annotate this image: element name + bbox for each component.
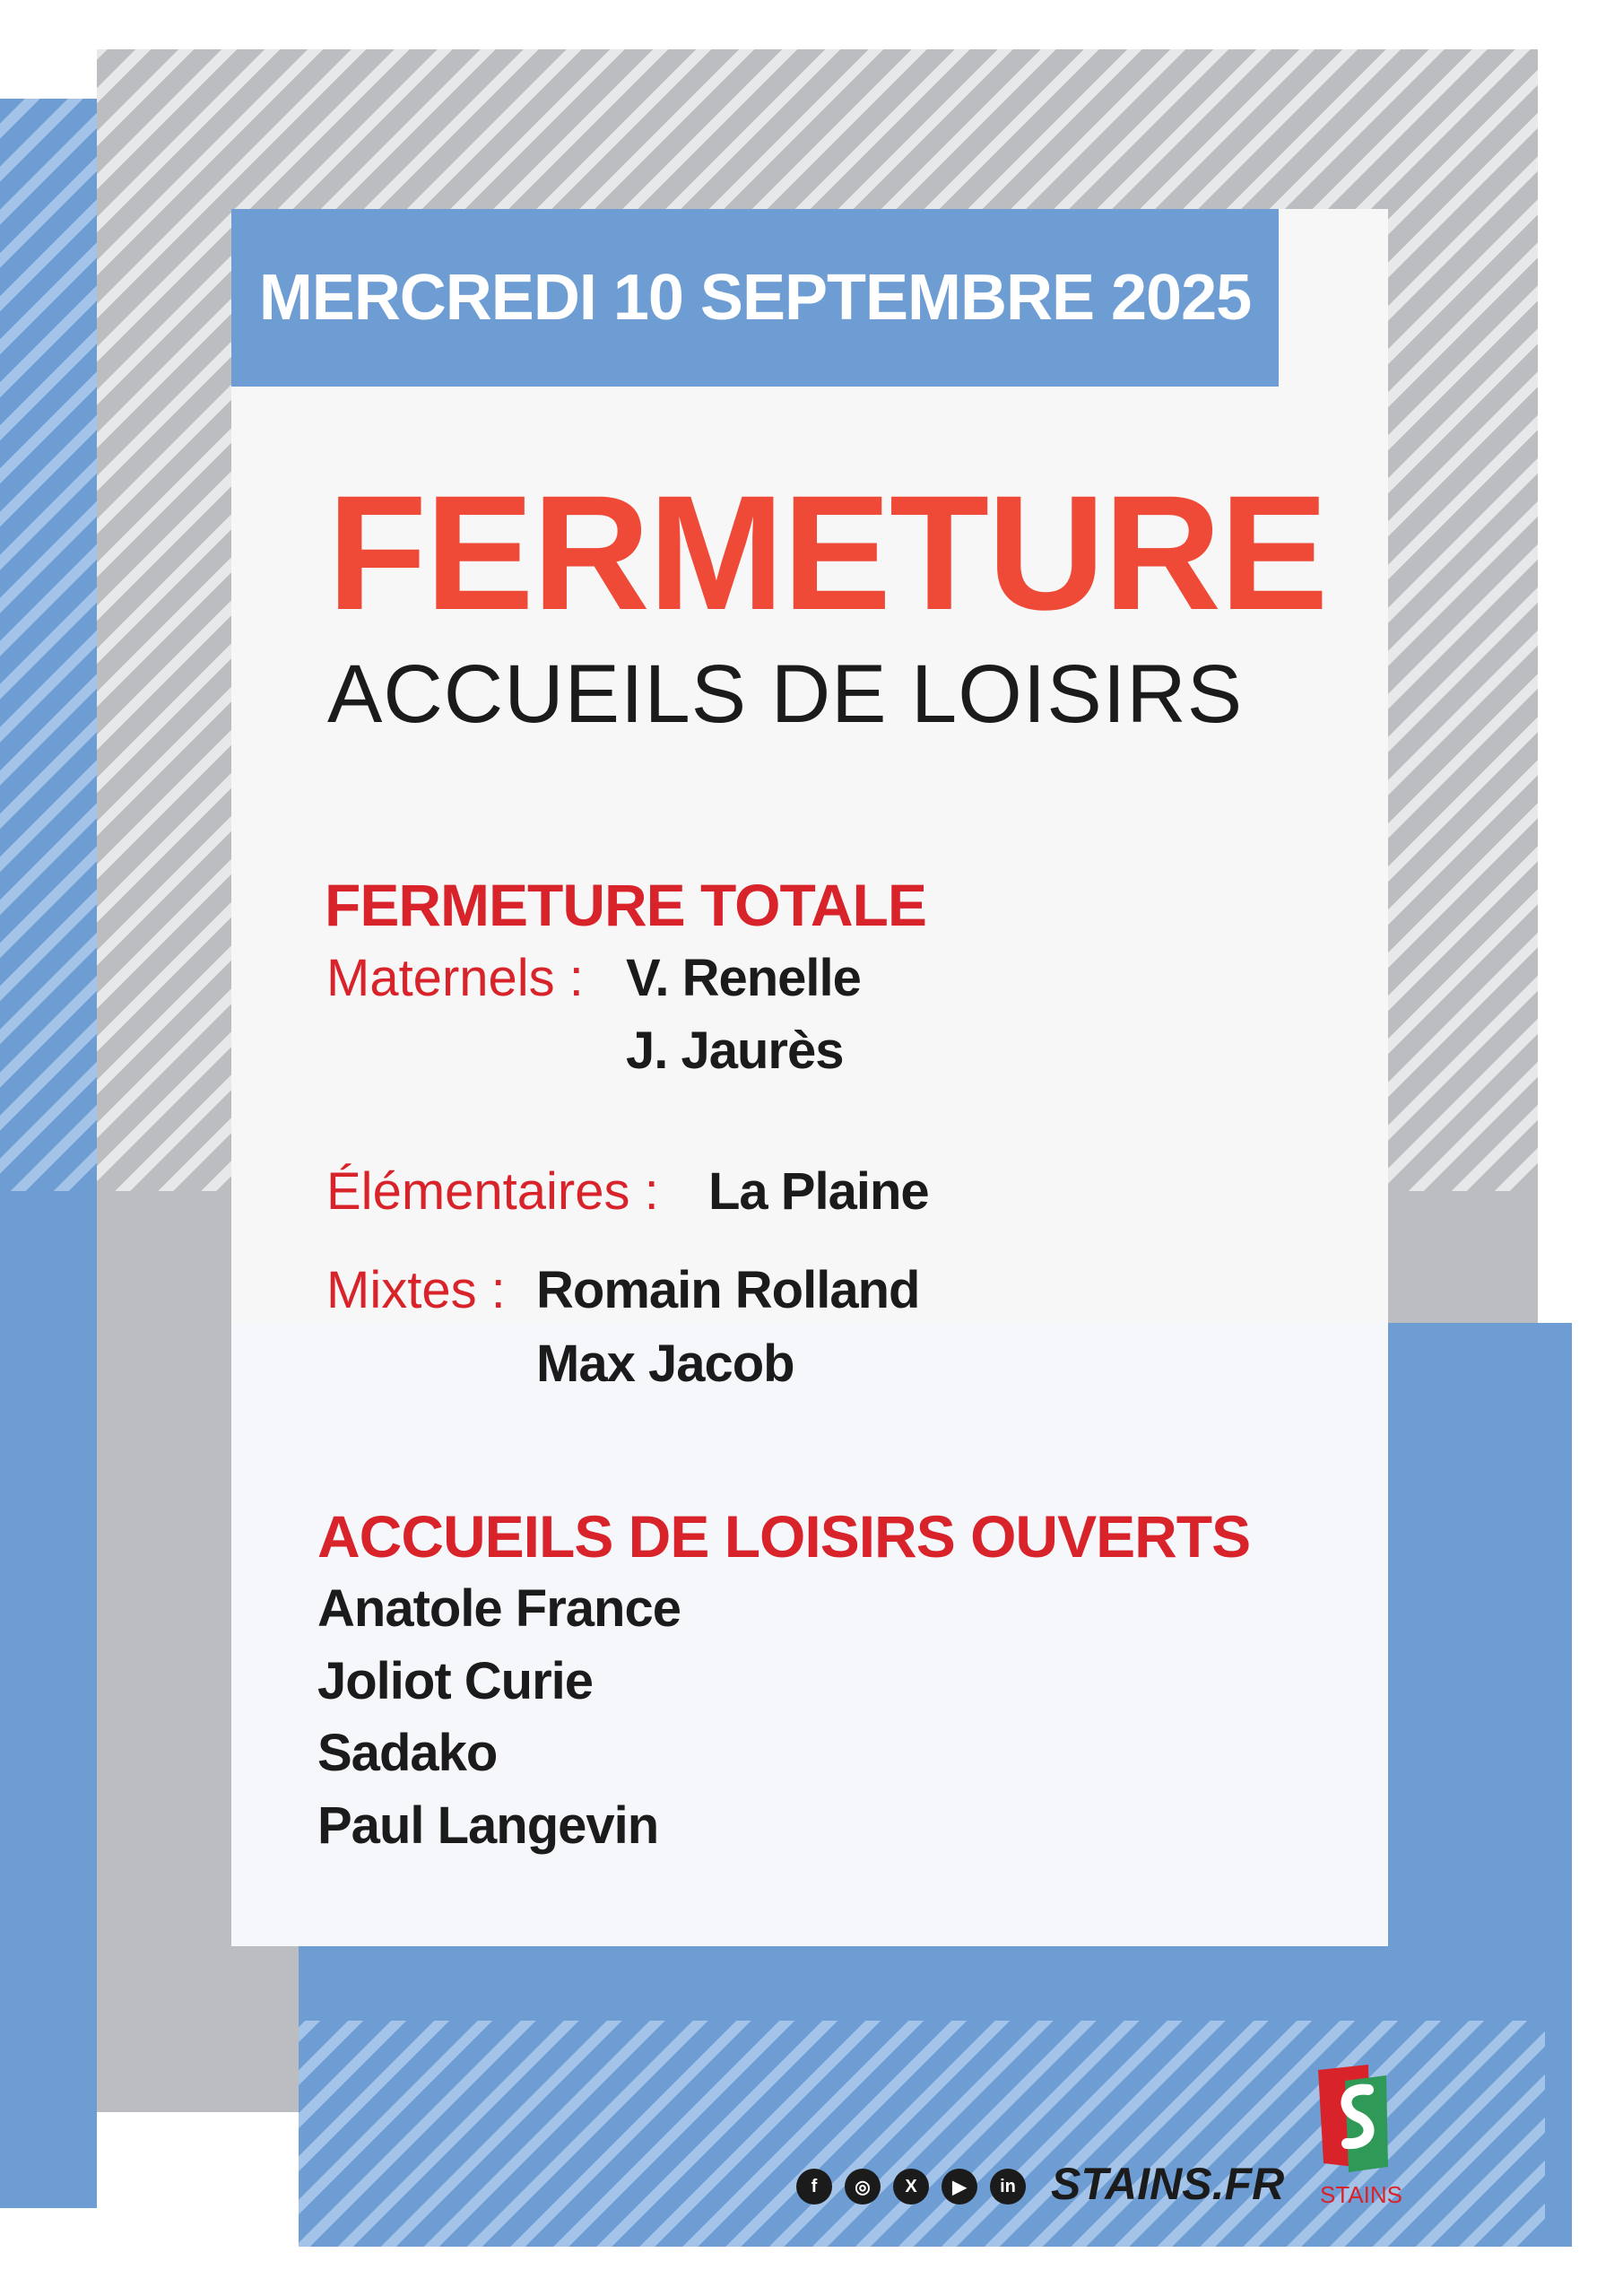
date-banner <box>231 209 1279 387</box>
instagram-icon[interactable]: ◎ <box>845 2169 881 2205</box>
facebook-icon[interactable]: f <box>796 2169 832 2205</box>
youtube-icon[interactable]: ▶ <box>942 2169 977 2205</box>
stains-logo-icon <box>1316 2063 1397 2179</box>
page-title: FERMETURE <box>327 461 1327 644</box>
open-center: Anatole France <box>317 1579 681 1638</box>
open-center: Sadako <box>317 1724 498 1782</box>
maternels-school: J. Jaurès <box>626 1022 844 1080</box>
maternels-school: V. Renelle <box>626 949 861 1007</box>
page-subtitle: ACCUEILS DE LOISIRS <box>327 648 1244 740</box>
background-stripes-left <box>0 99 97 1191</box>
elementaires-school: La Plaine <box>708 1162 929 1221</box>
site-url-link[interactable]: STAINS.FR <box>1051 2159 1285 2209</box>
mixtes-label: Mixtes : <box>326 1261 506 1319</box>
date-text: MERCREDI 10 SEPTEMBRE 2025 <box>258 262 1252 334</box>
open-heading: ACCUEILS DE LOISIRS OUVERTS <box>317 1503 1251 1570</box>
elementaires-label: Élémentaires : <box>326 1162 659 1221</box>
maternels-label: Maternels : <box>326 949 584 1007</box>
logo-text: STAINS <box>1320 2181 1402 2208</box>
x-icon[interactable]: X <box>893 2169 929 2205</box>
linkedin-icon[interactable]: in <box>990 2169 1026 2205</box>
closure-heading: FERMETURE TOTALE <box>325 872 926 938</box>
open-center: Paul Langevin <box>317 1796 659 1855</box>
mixtes-school: Max Jacob <box>536 1335 794 1393</box>
mixtes-school: Romain Rolland <box>536 1261 920 1319</box>
open-center: Joliot Curie <box>317 1652 594 1710</box>
